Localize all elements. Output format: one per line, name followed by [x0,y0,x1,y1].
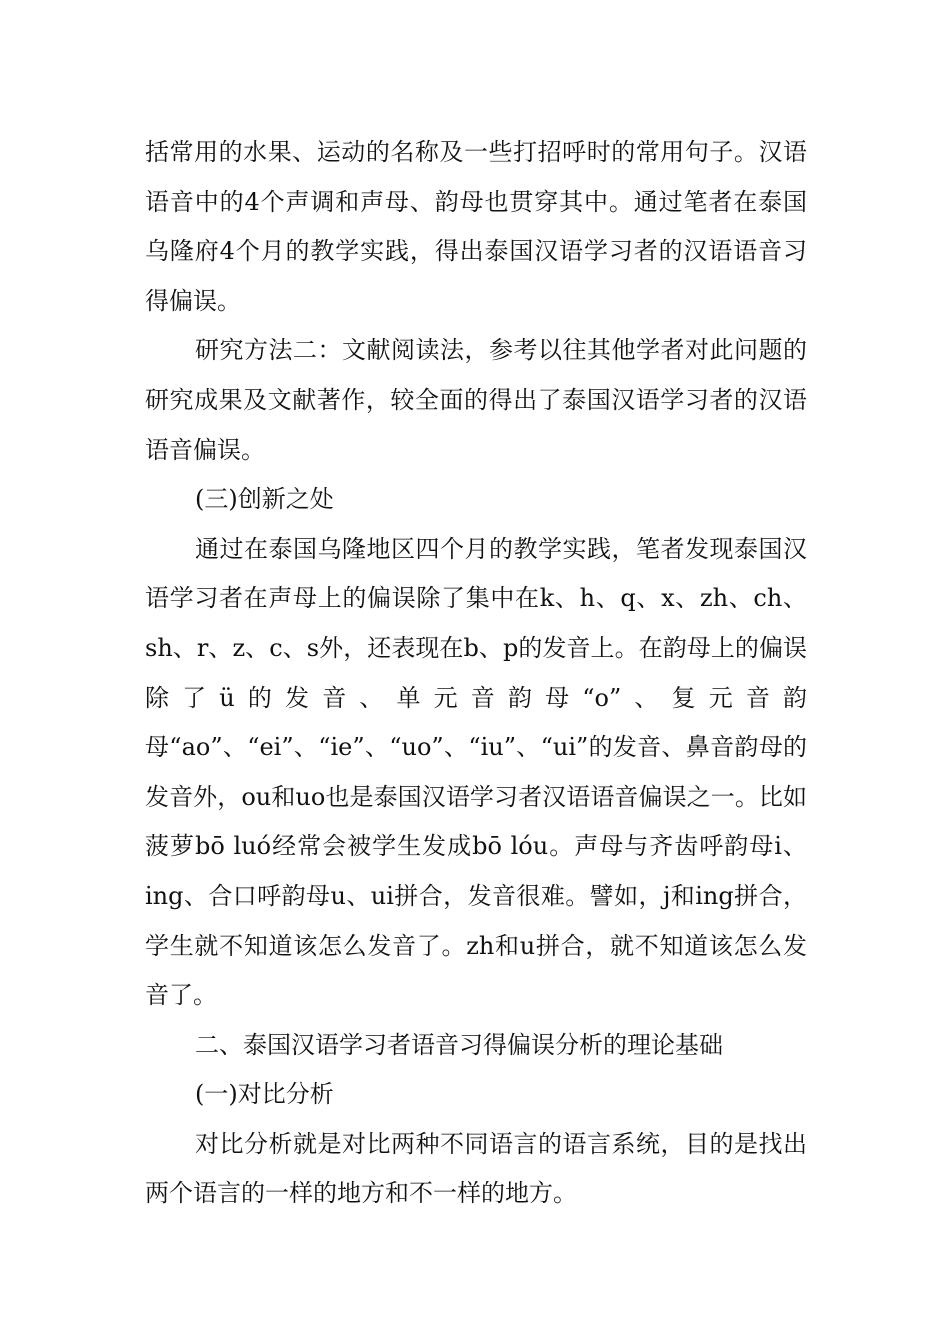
document-page [145,128,807,1219]
body-paragraph-research-method-2: 研究方法二：文献阅读法，参考以往其他学者对此问题的研究成果及文献著作，较全面的得出了泰国汉语学习者的汉语语音偏误。 [145,336,807,464]
body-paragraph-innovation: 通过在泰国乌隆地区四个月的教学实践，笔者发现泰国汉语学习者在声母上的偏误除了集中在k、h、q、x、zh、ch、sh、r、z、c、s外，还表现在b、p的发音上。在韵母上的偏误除了ü的发音、单元音韵母“o”、复元音韵母“ao”、“ei”、“ie”、“uo”、“iu”、“ui”的发音、鼻音韵母的发音外，ou和uo也是泰国汉语学习者汉语语音偏误之一。比如菠萝bō luó经常会被学生发成bō lóu。声母与齐齿呼韵母i、ing、合口呼韵母u、ui拼合，发音很难。譬如，j和ing拼合，学生就不知道该怎么发音了。zh和u拼合，就不知道该怎么发音了。 [145,534,807,1010]
section-heading-theory-basis: 二、泰国汉语学习者语音习得偏误分析的理论基础 [195,1030,723,1059]
body-paragraph-contrastive-analysis: 对比分析就是对比两种不同语言的语言系统，目的是找出两个语言的一样的地方和不一样的地方。 [145,1129,807,1208]
body-paragraph-1: 括常用的水果、运动的名称及一些打招呼时的常用句子。汉语语音中的4个声调和声母、韵母也贯穿其中。通过笔者在泰国乌隆府4个月的教学实践，得出泰国汉语学习者的汉语语音习得偏误。 [145,138,807,315]
section-heading-innovation: (三)创新之处 [195,485,334,514]
section-heading-contrastive-analysis: (一)对比分析 [195,1080,334,1109]
